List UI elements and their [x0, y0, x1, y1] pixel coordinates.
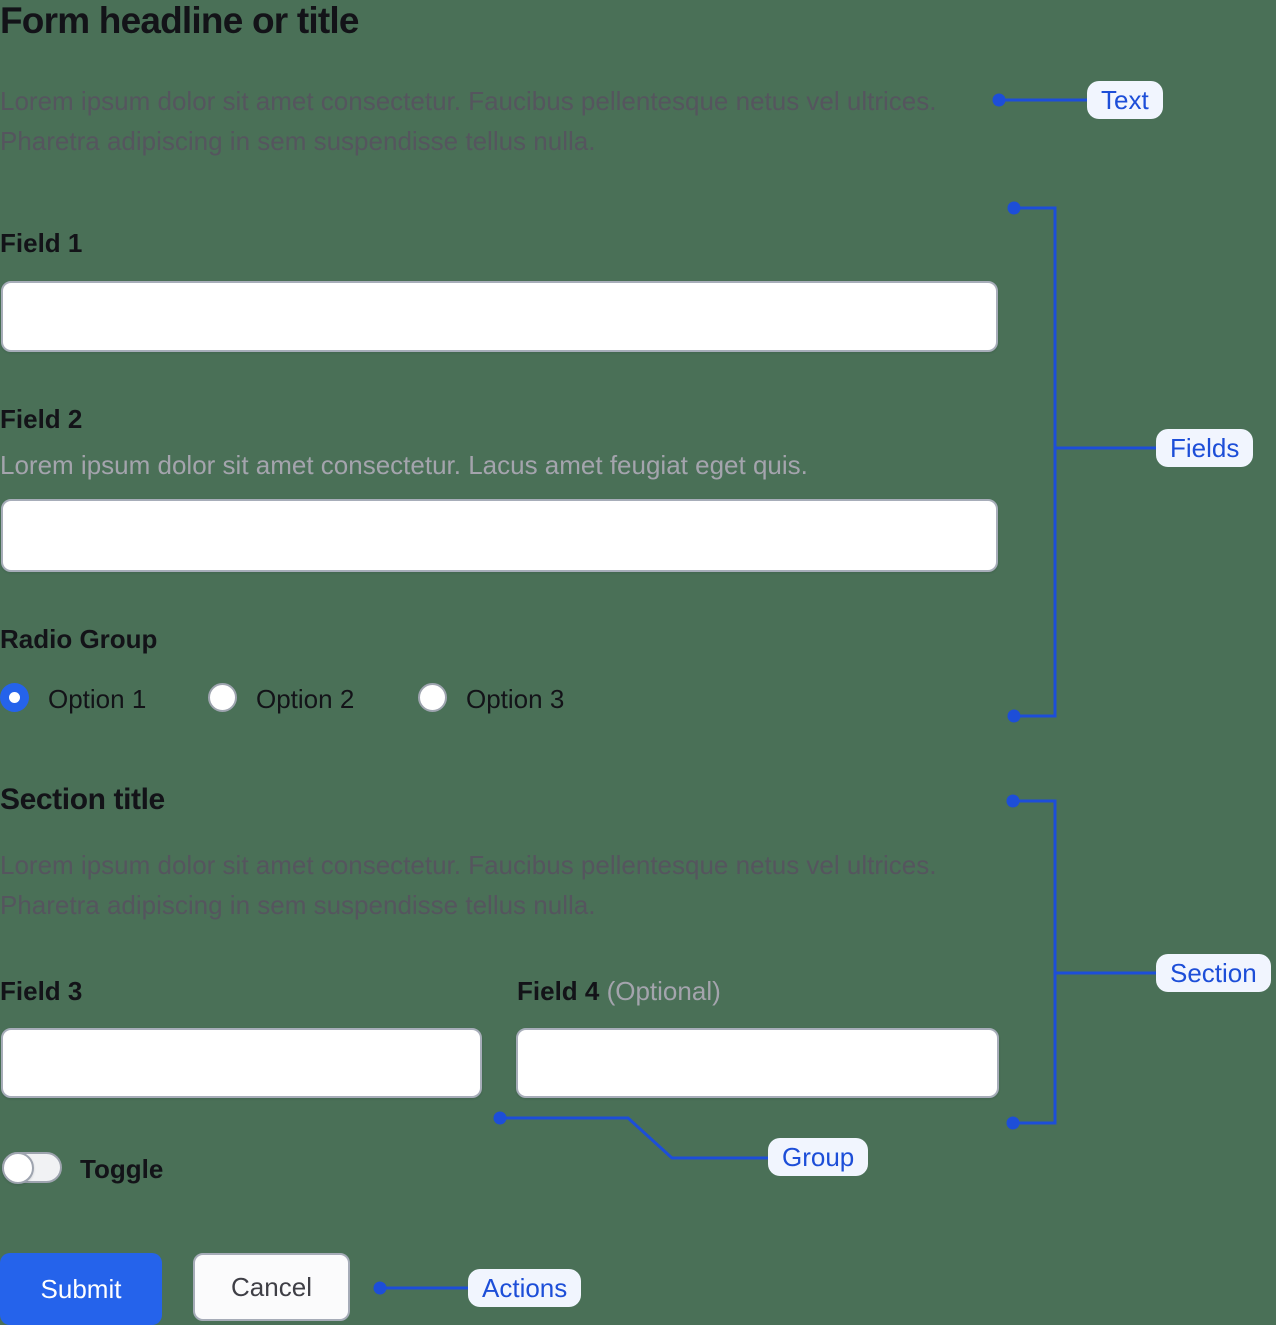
field3-label: Field 3 [0, 976, 83, 1006]
field1-input[interactable] [1, 281, 998, 352]
radio-option-2-label[interactable]: Option 2 [256, 684, 355, 714]
radio-option-3-label[interactable]: Option 3 [466, 684, 565, 714]
annotation-pill-fields: Fields [1156, 429, 1253, 467]
section-annotation-dot-top [1007, 795, 1020, 808]
toggle-knob[interactable] [2, 1152, 34, 1184]
field2-helper-text: Lorem ipsum dolor sit amet consectetur. Lacus amet feugiat eget quis. [0, 450, 808, 480]
cancel-button[interactable]: Cancel [193, 1253, 350, 1321]
field3-input[interactable] [1, 1028, 482, 1098]
radio-group-label: Radio Group [0, 624, 158, 654]
form-intro-text: Lorem ipsum dolor sit amet consectetur. Faucibus pellentesque netus vel ultrices. Pharetra adipiscing in sem suspendisse tellus nulla. [0, 86, 937, 156]
field2-input[interactable] [1, 499, 998, 572]
field1-label: Field 1 [0, 228, 83, 258]
section-description: Lorem ipsum dolor sit amet consectetur. Faucibus pellentesque netus vel ultrices. Pharetra adipiscing in sem suspendisse tellus nulla. [0, 850, 937, 920]
fields-annotation-bracket [1014, 208, 1156, 716]
radio-option-2[interactable] [208, 683, 237, 712]
toggle-switch[interactable] [2, 1152, 62, 1183]
annotation-pill-actions: Actions [468, 1269, 581, 1307]
field2-label: Field 2 [0, 404, 83, 434]
annotation-pill-text: Text [1087, 81, 1163, 119]
section-title: Section title [0, 783, 165, 816]
radio-option-1[interactable] [0, 683, 29, 712]
section-annotation-bracket [1013, 801, 1156, 1123]
group-annotation-dot [494, 1112, 507, 1125]
actions-annotation-dot [374, 1282, 387, 1295]
submit-button[interactable]: Submit [0, 1253, 162, 1325]
field4-optional-hint: (Optional) [606, 976, 721, 1006]
group-annotation-line [500, 1118, 768, 1158]
text-annotation-dot [993, 94, 1006, 107]
fields-annotation-dot-top [1008, 202, 1021, 215]
section-annotation-dot-bottom [1007, 1117, 1020, 1130]
toggle-label: Toggle [80, 1154, 164, 1184]
field4-label [517, 975, 721, 1007]
field4-label-text: Field 4 [517, 976, 600, 1006]
radio-option-3[interactable] [418, 683, 447, 712]
radio-option-1-label[interactable]: Option 1 [48, 684, 147, 714]
annotation-pill-section: Section [1156, 954, 1271, 992]
form-headline: Form headline or title [0, 0, 359, 41]
field4-input[interactable] [516, 1028, 999, 1098]
annotation-pill-group: Group [768, 1138, 868, 1176]
fields-annotation-dot-bottom [1008, 710, 1021, 723]
